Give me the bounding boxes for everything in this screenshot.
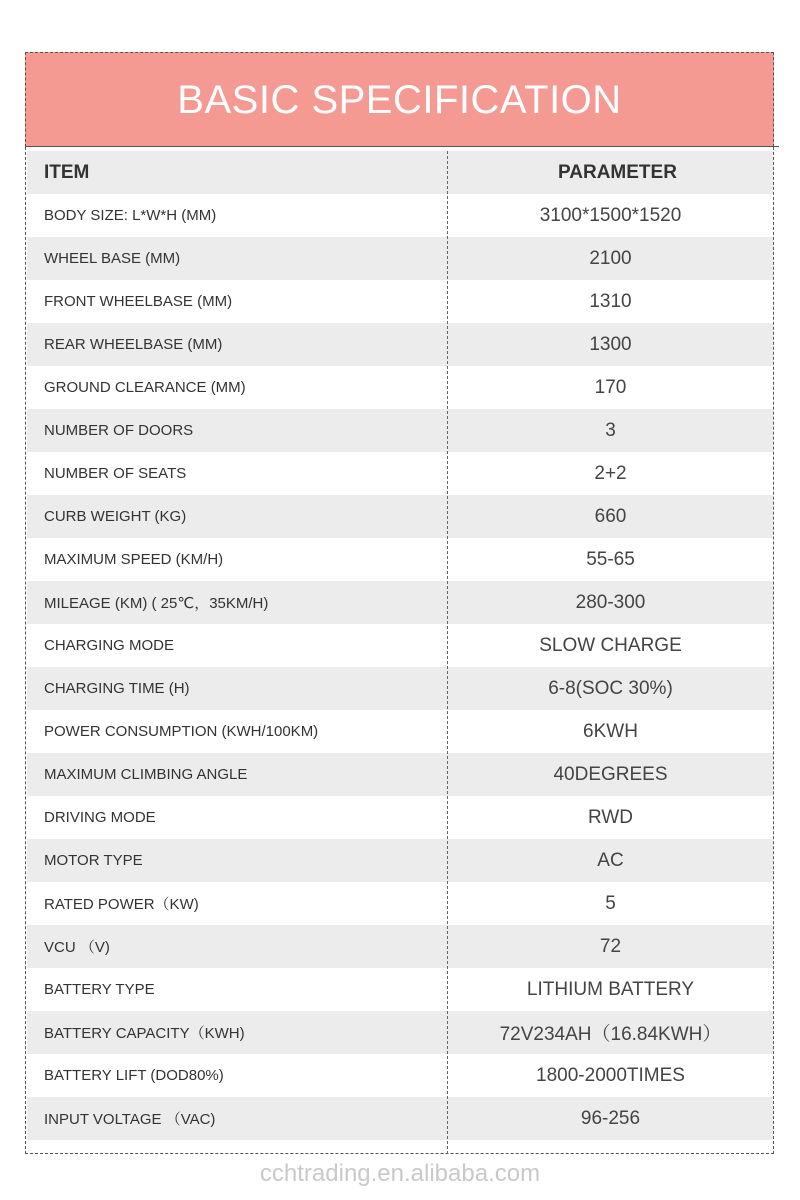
spec-item-label: FRONT WHEELBASE (MM) <box>44 293 233 310</box>
spec-parameter-value: 5 <box>605 892 616 914</box>
table-row <box>27 452 773 495</box>
spec-table <box>27 151 773 1140</box>
table-row <box>27 1011 773 1054</box>
spec-parameter-value: 96-256 <box>580 1107 641 1129</box>
header-item: ITEM <box>44 161 90 183</box>
table-row <box>27 968 773 1011</box>
page-title: BASIC SPECIFICATION <box>177 77 622 122</box>
spec-parameter-value: RWD <box>587 806 634 828</box>
table-header <box>27 151 773 194</box>
spec-parameter-value: 1800-2000TIMES <box>536 1064 685 1086</box>
table-row <box>27 710 773 753</box>
spec-item-label: MAXIMUM CLIMBING ANGLE <box>44 766 248 783</box>
spec-item-label: WHEEL BASE (MM) <box>44 250 181 267</box>
spec-item-label: DRIVING MODE <box>44 809 156 826</box>
spec-item-label: MAXIMUM SPEED (KM/H) <box>44 551 224 568</box>
table-row <box>27 323 773 366</box>
spec-item-label: RATED POWER（KW) <box>44 896 199 913</box>
table-row <box>27 839 773 882</box>
table-row <box>27 495 773 538</box>
table-row <box>27 1054 773 1097</box>
spec-parameter-value: 72 <box>599 935 622 957</box>
spec-parameter-value: LITHIUM BATTERY <box>526 978 695 1000</box>
table-row <box>27 280 773 323</box>
spec-parameter-value: 55-65 <box>586 548 635 570</box>
spec-item-label: CURB WEIGHT (KG) <box>44 508 187 525</box>
spec-parameter-value: 72V234AH（16.84KWH） <box>499 1024 722 1045</box>
banner-divider <box>25 146 779 147</box>
spec-item-label: CHARGING TIME (H) <box>44 680 190 697</box>
table-row <box>27 667 773 710</box>
spec-item-label: BATTERY CAPACITY（KWH) <box>44 1025 245 1042</box>
table-row <box>27 538 773 581</box>
spec-parameter-value: 280-300 <box>575 591 646 613</box>
spec-item-label: MILEAGE (KM) ( 25℃，35KM/H) <box>44 595 269 612</box>
spec-item-label: BATTERY TYPE <box>44 981 155 998</box>
spec-item-label: GROUND CLEARANCE (MM) <box>44 379 246 396</box>
table-row <box>27 624 773 667</box>
spec-parameter-value: AC <box>597 849 624 871</box>
table-row <box>27 1097 773 1140</box>
table-row <box>27 753 773 796</box>
title-banner <box>25 52 774 147</box>
spec-item-label: CHARGING MODE <box>44 637 175 654</box>
spec-parameter-value: 1300 <box>589 333 632 355</box>
spec-parameter-value: 2100 <box>589 247 632 269</box>
spec-parameter-value: 6-8(SOC 30%) <box>548 677 673 699</box>
spec-item-label: NUMBER OF DOORS <box>44 422 194 439</box>
table-row <box>27 366 773 409</box>
spec-item-label: MOTOR TYPE <box>44 852 143 869</box>
table-row <box>27 796 773 839</box>
spec-item-label: BODY SIZE: L*W*H (MM) <box>44 207 217 224</box>
spec-item-label: VCU （V) <box>44 939 110 956</box>
spec-item-label: NUMBER OF SEATS <box>44 465 187 482</box>
table-row <box>27 925 773 968</box>
watermark: cchtrading.en.alibaba.com <box>259 1160 541 1187</box>
table-row <box>27 882 773 925</box>
column-divider <box>447 151 448 1154</box>
table-row <box>27 581 773 624</box>
spec-item-label: BATTERY LIFT (DOD80%) <box>44 1067 224 1084</box>
spec-parameter-value: 3 <box>605 419 616 441</box>
spec-parameter-value: 170 <box>594 376 627 398</box>
spec-item-label: INPUT VOLTAGE （VAC) <box>44 1111 216 1128</box>
spec-parameter-value: SLOW CHARGE <box>539 634 682 656</box>
spec-item-label: POWER CONSUMPTION (KWH/100KM) <box>44 723 319 740</box>
header-parameter: PARAMETER <box>558 161 677 183</box>
spec-parameter-value: 660 <box>594 505 627 527</box>
spec-item-label: REAR WHEELBASE (MM) <box>44 336 223 353</box>
table-row <box>27 409 773 452</box>
table-row <box>27 237 773 280</box>
spec-parameter-value: 2+2 <box>594 462 627 484</box>
spec-parameter-value: 3100*1500*1520 <box>539 204 682 226</box>
table-row <box>27 194 773 237</box>
spec-parameter-value: 6KWH <box>583 720 638 742</box>
spec-parameter-value: 40DEGREES <box>553 763 668 785</box>
spec-parameter-value: 1310 <box>589 290 632 312</box>
